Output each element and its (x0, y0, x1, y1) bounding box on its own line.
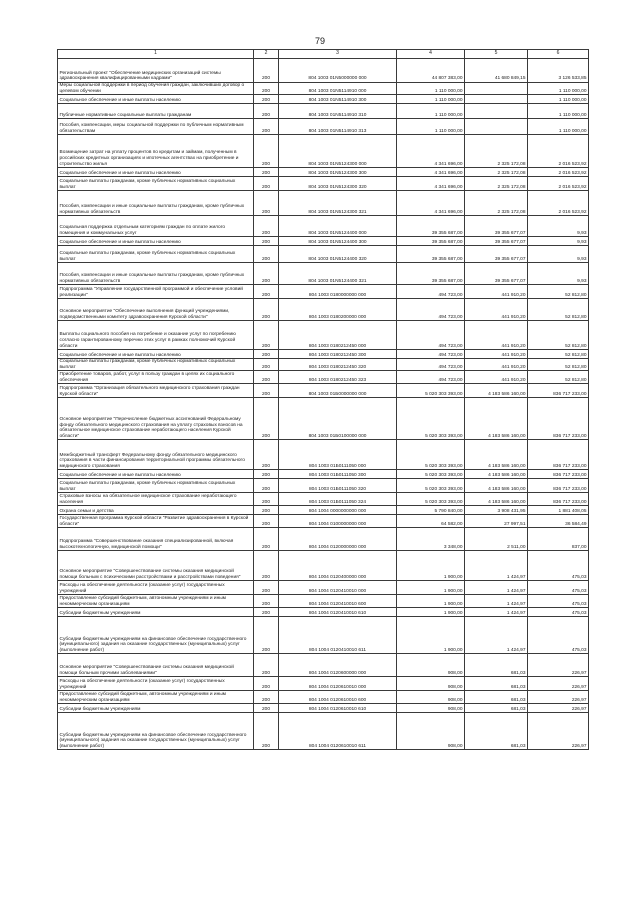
row-code-cell: 200 (254, 440, 279, 470)
table-header-row (58, 50, 589, 59)
table-row (58, 237, 589, 246)
row-code-cell: 200 (254, 237, 279, 246)
table-row (58, 135, 589, 168)
row-remaining-cell: 475,03 (528, 581, 589, 595)
row-executed-cell: 2 325 172,08 (465, 177, 528, 191)
table-row (58, 59, 589, 83)
row-remaining-cell: 3 126 533,85 (528, 59, 589, 83)
table-row (58, 677, 589, 691)
row-approved-cell: 908,00 (397, 704, 465, 713)
row-approved-cell: 494 723,00 (397, 350, 465, 359)
row-code-cell: 200 (254, 713, 279, 750)
row-code-cell: 200 (254, 551, 279, 581)
row-approved-cell: 39 355 687,00 (397, 216, 465, 237)
row-name-cell: Расходы на обеспечение деятельности (оказание услуг) государственных учреждений (58, 581, 254, 595)
header-cell: 5 (465, 50, 528, 59)
row-executed-cell: 39 355 677,07 (465, 237, 528, 246)
row-name-cell: Социальные выплаты гражданам, кроме публичных нормативных социальных выплат (58, 246, 254, 263)
row-approved-cell: 908,00 (397, 654, 465, 677)
row-classification-cell: 804 1004 0120410010 611 (279, 617, 397, 654)
row-name-cell: Выплаты социального пособия на погребение и оказание услуг по погребению согласно гарантированному перечню этих услуг в рамках полномочий Курской области (58, 321, 254, 350)
header-cell: 4 (397, 50, 465, 59)
row-code-cell: 200 (254, 384, 279, 398)
row-classification-cell: 804 1004 0120610010 610 (279, 704, 397, 713)
row-code-cell: 200 (254, 691, 279, 704)
row-name-cell: Возмещение затрат на уплату процентов по кредитам и займам, полученным в российских кредитных организациях и ипотечных агентствах на приобретение и строительство жилья (58, 135, 254, 168)
row-code-cell: 200 (254, 470, 279, 479)
row-name-cell: Социальная поддержка отдельным категориям граждан по оплате жилого помещения и коммунальных услуг (58, 216, 254, 237)
header-cell: 1 (58, 50, 254, 59)
row-approved-cell: 39 355 687,00 (397, 263, 465, 285)
table-row (58, 470, 589, 479)
row-approved-cell: 39 355 687,00 (397, 237, 465, 246)
table-row (58, 617, 589, 654)
row-classification-cell: 804 1003 01Б0111050 324 (279, 493, 397, 506)
row-name-cell: Государственная программа Курской области "Развитие здравоохранения в Курской области" (58, 515, 254, 528)
row-approved-cell: 5 020 303 393,00 (397, 479, 465, 493)
row-approved-cell: 494 723,00 (397, 359, 465, 371)
row-classification-cell: 804 1004 0120410010 000 (279, 581, 397, 595)
row-name-cell: Социальные выплаты гражданам, кроме публичных нормативных социальных выплат (58, 479, 254, 493)
table-row (58, 515, 589, 528)
row-approved-cell: 1 900,00 (397, 551, 465, 581)
budget-table (57, 49, 589, 750)
row-code-cell: 200 (254, 216, 279, 237)
row-code-cell: 200 (254, 246, 279, 263)
row-approved-cell: 4 341 696,00 (397, 168, 465, 177)
row-executed-cell (465, 95, 528, 104)
row-approved-cell: 494 723,00 (397, 321, 465, 350)
row-remaining-cell: 226,97 (528, 713, 589, 750)
row-name-cell: Региональный проект "Обеспечение медицинских организаций системы здравоохранения квалифицированными кадрами" (58, 59, 254, 83)
row-executed-cell: 441 910,20 (465, 321, 528, 350)
row-code-cell: 200 (254, 299, 279, 321)
row-code-cell: 200 (254, 506, 279, 515)
row-executed-cell: 681,03 (465, 677, 528, 691)
row-approved-cell: 64 582,00 (397, 515, 465, 528)
row-name-cell: Охрана семьи и детства (58, 506, 254, 515)
row-code-cell: 200 (254, 285, 279, 299)
row-remaining-cell: 52 812,80 (528, 321, 589, 350)
row-executed-cell: 441 910,20 (465, 359, 528, 371)
table-row (58, 246, 589, 263)
row-remaining-cell: 52 812,80 (528, 371, 589, 384)
row-classification-cell: 804 1003 01N5124300 000 (279, 135, 397, 168)
row-classification-cell: 804 1004 0120400000 000 (279, 551, 397, 581)
row-classification-cell: 804 1004 0120600000 000 (279, 654, 397, 677)
row-executed-cell: 3 908 431,95 (465, 506, 528, 515)
row-executed-cell: 2 511,00 (465, 528, 528, 551)
row-executed-cell: 681,03 (465, 691, 528, 704)
row-name-cell: Основное мероприятие "Перечисление бюджетных ассигнований Федеральному фонду обязательного медицинского страхования на уплату страховых взносов на обязательное медицинское страхование неработающего населения Курской области" (58, 398, 254, 440)
row-remaining-cell: 226,97 (528, 677, 589, 691)
row-approved-cell: 1 900,00 (397, 595, 465, 608)
row-name-cell: Приобретение товаров, работ, услуг в пользу граждан в целях их социального обеспечения (58, 371, 254, 384)
row-remaining-cell: 52 812,80 (528, 299, 589, 321)
row-code-cell: 200 (254, 608, 279, 617)
row-approved-cell: 5 020 303 393,00 (397, 493, 465, 506)
table-row (58, 713, 589, 750)
row-remaining-cell: 9,93 (528, 237, 589, 246)
row-approved-cell: 1 900,00 (397, 617, 465, 654)
row-approved-cell: 1 110 000,00 (397, 119, 465, 135)
row-approved-cell: 494 723,00 (397, 371, 465, 384)
header-cell: 6 (528, 50, 589, 59)
row-name-cell: Субсидии бюджетным учреждениям на финансовое обеспечение государственного (муниципального) задания на оказание государственных (муниципальных) услуг (выполнение работ) (58, 617, 254, 654)
row-code-cell: 200 (254, 83, 279, 95)
row-remaining-cell: 9,93 (528, 216, 589, 237)
row-code-cell: 200 (254, 191, 279, 216)
row-executed-cell: 441 910,20 (465, 350, 528, 359)
row-remaining-cell: 836 717 233,00 (528, 479, 589, 493)
row-code-cell: 200 (254, 350, 279, 359)
row-name-cell: Подпрограмма "Совершенствование оказания специализированной, включая высокотехнологичную, медицинской помощи" (58, 528, 254, 551)
row-code-cell: 200 (254, 677, 279, 691)
row-name-cell: Субсидии бюджетным учреждениям на финансовое обеспечение государственного (муниципального) задания на оказание государственных (муниципальных) услуг (выполнение работ) (58, 713, 254, 750)
row-executed-cell (465, 119, 528, 135)
row-approved-cell: 494 723,00 (397, 285, 465, 299)
row-executed-cell: 2 325 172,08 (465, 135, 528, 168)
row-remaining-cell: 52 812,80 (528, 350, 589, 359)
row-code-cell: 200 (254, 528, 279, 551)
row-approved-cell: 5 020 303 393,00 (397, 470, 465, 479)
row-classification-cell: 804 1003 01Б0100000 000 (279, 398, 397, 440)
row-name-cell: Страховые взносы на обязательное медицинское страхование неработающего населения (58, 493, 254, 506)
row-approved-cell: 4 341 696,00 (397, 191, 465, 216)
row-code-cell: 200 (254, 704, 279, 713)
row-executed-cell: 1 424,97 (465, 551, 528, 581)
row-code-cell: 200 (254, 581, 279, 595)
table-row (58, 299, 589, 321)
row-executed-cell: 4 183 586 160,00 (465, 493, 528, 506)
row-code-cell: 200 (254, 135, 279, 168)
table-row (58, 704, 589, 713)
table-row (58, 654, 589, 677)
row-approved-cell: 1 110 000,00 (397, 104, 465, 119)
row-classification-cell: 804 1003 01Б0111050 000 (279, 440, 397, 470)
row-executed-cell: 4 183 586 160,00 (465, 398, 528, 440)
row-executed-cell: 1 424,97 (465, 595, 528, 608)
row-approved-cell: 4 341 696,00 (397, 177, 465, 191)
row-code-cell: 200 (254, 398, 279, 440)
row-remaining-cell: 226,97 (528, 691, 589, 704)
row-name-cell: Меры социальной поддержки в период обучения граждан, заключивших договор о целевом обучении (58, 83, 254, 95)
row-remaining-cell: 2 016 523,92 (528, 168, 589, 177)
row-remaining-cell: 52 812,80 (528, 285, 589, 299)
row-name-cell: Основное мероприятие "Совершенствование системы оказания медицинской помощи больным прочими заболеваниями" (58, 654, 254, 677)
row-name-cell: Социальное обеспечение и иные выплаты населению (58, 237, 254, 246)
row-classification-cell: 804 1003 01N5124300 321 (279, 191, 397, 216)
table-row (58, 506, 589, 515)
row-remaining-cell: 2 016 523,92 (528, 191, 589, 216)
row-approved-cell: 3 348,00 (397, 528, 465, 551)
row-classification-cell: 804 1003 01N5124300 320 (279, 177, 397, 191)
row-executed-cell: 1 424,97 (465, 581, 528, 595)
row-remaining-cell: 9,93 (528, 246, 589, 263)
table-row (58, 191, 589, 216)
row-executed-cell: 4 183 586 160,00 (465, 440, 528, 470)
row-remaining-cell: 475,03 (528, 608, 589, 617)
table-row (58, 350, 589, 359)
row-executed-cell (465, 83, 528, 95)
row-name-cell: Субсидии бюджетным учреждениям (58, 704, 254, 713)
row-name-cell: Основное мероприятие "Обеспечение выполнения функций учреждениями, подведомственными комитету здравоохранения Курской области" (58, 299, 254, 321)
row-executed-cell: 41 680 849,15 (465, 59, 528, 83)
table-row (58, 216, 589, 237)
row-classification-cell: 804 1004 0120410010 610 (279, 608, 397, 617)
row-remaining-cell: 475,03 (528, 617, 589, 654)
row-remaining-cell: 226,97 (528, 654, 589, 677)
row-name-cell: Социальное обеспечение и иные выплаты населению (58, 95, 254, 104)
row-approved-cell: 5 020 303 393,00 (397, 384, 465, 398)
row-approved-cell: 5 020 303 393,00 (397, 398, 465, 440)
table-row (58, 263, 589, 285)
table-row (58, 528, 589, 551)
row-name-cell: Расходы на обеспечение деятельности (оказание услуг) государственных учреждений (58, 677, 254, 691)
row-classification-cell: 804 1003 01N5124400 000 (279, 216, 397, 237)
row-remaining-cell: 836 717 233,00 (528, 398, 589, 440)
table-row (58, 371, 589, 384)
row-classification-cell: 804 1003 01N5000000 000 (279, 59, 397, 83)
table-row (58, 384, 589, 398)
row-remaining-cell: 1 110 000,00 (528, 83, 589, 95)
row-code-cell: 200 (254, 595, 279, 608)
row-classification-cell: 804 1003 01N5124400 300 (279, 237, 397, 246)
row-name-cell: Пособия, компенсации, меры социальной поддержки по публичным нормативным обязательствам (58, 119, 254, 135)
row-code-cell: 200 (254, 479, 279, 493)
row-name-cell: Основное мероприятие "Совершенствование системы оказания медицинской помощи больным с психическими расстройствами и расстройствами поведения" (58, 551, 254, 581)
row-code-cell: 200 (254, 515, 279, 528)
table-row (58, 119, 589, 135)
table-row (58, 177, 589, 191)
row-code-cell: 200 (254, 371, 279, 384)
row-classification-cell: 804 1003 01N5124400 321 (279, 263, 397, 285)
row-remaining-cell: 1 110 000,00 (528, 119, 589, 135)
row-classification-cell: 804 1003 0180212450 320 (279, 359, 397, 371)
row-remaining-cell: 836 717 233,00 (528, 384, 589, 398)
row-remaining-cell: 36 584,49 (528, 515, 589, 528)
row-approved-cell: 1 900,00 (397, 581, 465, 595)
row-approved-cell: 4 341 696,00 (397, 135, 465, 168)
row-classification-cell: 804 1003 01N5114910 300 (279, 95, 397, 104)
row-classification-cell: 804 1004 0120410010 600 (279, 595, 397, 608)
row-code-cell: 200 (254, 104, 279, 119)
row-remaining-cell: 836 717 233,00 (528, 493, 589, 506)
table-row (58, 359, 589, 371)
row-classification-cell: 804 1003 0180212450 300 (279, 350, 397, 359)
table-row (58, 608, 589, 617)
table-row (58, 83, 589, 95)
row-executed-cell: 39 355 677,07 (465, 263, 528, 285)
row-classification-cell: 804 1003 01N5114910 310 (279, 104, 397, 119)
row-approved-cell: 5 790 840,00 (397, 506, 465, 515)
row-executed-cell: 2 325 172,08 (465, 191, 528, 216)
row-executed-cell: 681,03 (465, 654, 528, 677)
row-code-cell: 200 (254, 617, 279, 654)
row-classification-cell: 804 1003 01N5114910 313 (279, 119, 397, 135)
row-classification-cell: 804 1004 0120610010 611 (279, 713, 397, 750)
row-remaining-cell: 475,03 (528, 595, 589, 608)
row-approved-cell: 39 355 687,00 (397, 246, 465, 263)
row-remaining-cell: 475,03 (528, 551, 589, 581)
row-classification-cell: 804 1003 01Б0111050 320 (279, 479, 397, 493)
row-code-cell: 200 (254, 177, 279, 191)
table-row (58, 104, 589, 119)
row-approved-cell: 1 110 000,00 (397, 95, 465, 104)
row-name-cell: Социальное обеспечение и иные выплаты населению (58, 168, 254, 177)
row-remaining-cell: 9,93 (528, 263, 589, 285)
row-remaining-cell: 1 881 408,05 (528, 506, 589, 515)
row-classification-cell: 804 1004 0120610010 600 (279, 691, 397, 704)
row-executed-cell: 441 910,20 (465, 371, 528, 384)
table-row (58, 479, 589, 493)
row-classification-cell: 804 1003 0180212450 323 (279, 371, 397, 384)
row-name-cell: Предоставление субсидий бюджетным, автономным учреждениям и иным некоммерческим организациям (58, 595, 254, 608)
row-remaining-cell: 836 717 233,00 (528, 470, 589, 479)
table-row (58, 493, 589, 506)
row-classification-cell: 804 1004 0120000000 000 (279, 528, 397, 551)
row-code-cell: 200 (254, 95, 279, 104)
row-classification-cell: 804 1003 01N5124400 320 (279, 246, 397, 263)
row-executed-cell: 681,03 (465, 704, 528, 713)
row-approved-cell: 908,00 (397, 691, 465, 704)
row-name-cell: Социальные выплаты гражданам, кроме публичных нормативных социальных выплат (58, 177, 254, 191)
row-approved-cell: 1 900,00 (397, 608, 465, 617)
row-name-cell: Подпрограмма "Организация обязательного медицинского страхования граждан Курской области" (58, 384, 254, 398)
header-cell: 3 (279, 50, 397, 59)
row-remaining-cell: 226,97 (528, 704, 589, 713)
row-classification-cell: 804 1003 0180000000 000 (279, 285, 397, 299)
row-remaining-cell: 1 110 000,00 (528, 95, 589, 104)
row-classification-cell: 804 1004 0100000000 000 (279, 515, 397, 528)
table-row (58, 440, 589, 470)
row-name-cell: Социальное обеспечение и иные выплаты населению (58, 470, 254, 479)
row-name-cell: Субсидии бюджетным учреждениям (58, 608, 254, 617)
row-executed-cell: 441 910,20 (465, 299, 528, 321)
row-approved-cell: 908,00 (397, 713, 465, 750)
row-classification-cell: 804 1004 0000000000 000 (279, 506, 397, 515)
row-executed-cell: 681,03 (465, 713, 528, 750)
row-approved-cell: 908,00 (397, 677, 465, 691)
row-executed-cell: 39 355 677,07 (465, 216, 528, 237)
row-remaining-cell: 2 016 523,92 (528, 135, 589, 168)
row-code-cell: 200 (254, 119, 279, 135)
table-row (58, 551, 589, 581)
row-code-cell: 200 (254, 493, 279, 506)
row-name-cell: Подпрограмма "Управление государственной программой и обеспечение условий реализации" (58, 285, 254, 299)
row-classification-cell: 804 1003 0180200000 000 (279, 299, 397, 321)
row-code-cell: 200 (254, 59, 279, 83)
row-executed-cell: 2 325 172,08 (465, 168, 528, 177)
row-remaining-cell: 836 717 233,00 (528, 440, 589, 470)
row-executed-cell: 27 997,51 (465, 515, 528, 528)
row-executed-cell: 4 183 586 160,00 (465, 384, 528, 398)
row-name-cell: Пособия, компенсации и иные социальные выплаты гражданам, кроме публичных нормативных обязательств (58, 191, 254, 216)
row-executed-cell: 4 183 586 160,00 (465, 470, 528, 479)
row-code-cell: 200 (254, 654, 279, 677)
row-executed-cell: 1 424,97 (465, 608, 528, 617)
row-executed-cell: 39 355 677,07 (465, 246, 528, 263)
row-approved-cell: 5 020 303 393,00 (397, 440, 465, 470)
row-executed-cell: 4 183 586 160,00 (465, 479, 528, 493)
row-name-cell: Пособия, компенсации и иные социальные выплаты гражданам, кроме публичных нормативных обязательств (58, 263, 254, 285)
row-classification-cell: 804 1004 0120610010 000 (279, 677, 397, 691)
row-name-cell: Публичные нормативные социальные выплаты гражданам (58, 104, 254, 119)
row-approved-cell: 1 110 000,00 (397, 83, 465, 95)
table-row (58, 398, 589, 440)
table-row (58, 581, 589, 595)
row-executed-cell (465, 104, 528, 119)
row-executed-cell: 1 424,97 (465, 617, 528, 654)
header-cell: 2 (254, 50, 279, 59)
row-code-cell: 200 (254, 263, 279, 285)
row-name-cell: Социальное обеспечение и иные выплаты населению (58, 350, 254, 359)
table-row (58, 95, 589, 104)
row-approved-cell: 44 807 383,00 (397, 59, 465, 83)
row-classification-cell: 804 1003 01Б0111050 300 (279, 470, 397, 479)
row-classification-cell: 804 1003 0180212450 000 (279, 321, 397, 350)
row-remaining-cell: 2 016 523,92 (528, 177, 589, 191)
row-name-cell: Предоставление субсидий бюджетным, автономным учреждениям и иным некоммерческим организациям (58, 691, 254, 704)
row-code-cell: 200 (254, 168, 279, 177)
table-row (58, 321, 589, 350)
row-remaining-cell: 1 110 000,00 (528, 104, 589, 119)
page-number: 79 (314, 36, 325, 46)
row-code-cell: 200 (254, 321, 279, 350)
row-remaining-cell: 52 812,80 (528, 359, 589, 371)
row-executed-cell: 441 910,20 (465, 285, 528, 299)
row-name-cell: Межбюджетный трансферт Федеральному фонду обязательного медицинского страхования в части финансирования территориальной программы обязательного медицинского страхования (58, 440, 254, 470)
row-classification-cell: 804 1003 01N5124300 300 (279, 168, 397, 177)
row-classification-cell: 804 1003 01Б0000000 000 (279, 384, 397, 398)
row-name-cell: Социальные выплаты гражданам, кроме публичных нормативных социальных выплат (58, 359, 254, 371)
table-row (58, 595, 589, 608)
table-row (58, 168, 589, 177)
row-classification-cell: 804 1003 01N5114910 000 (279, 83, 397, 95)
row-code-cell: 200 (254, 359, 279, 371)
row-remaining-cell: 837,00 (528, 528, 589, 551)
table-row (58, 285, 589, 299)
table-row (58, 691, 589, 704)
row-approved-cell: 494 723,00 (397, 299, 465, 321)
